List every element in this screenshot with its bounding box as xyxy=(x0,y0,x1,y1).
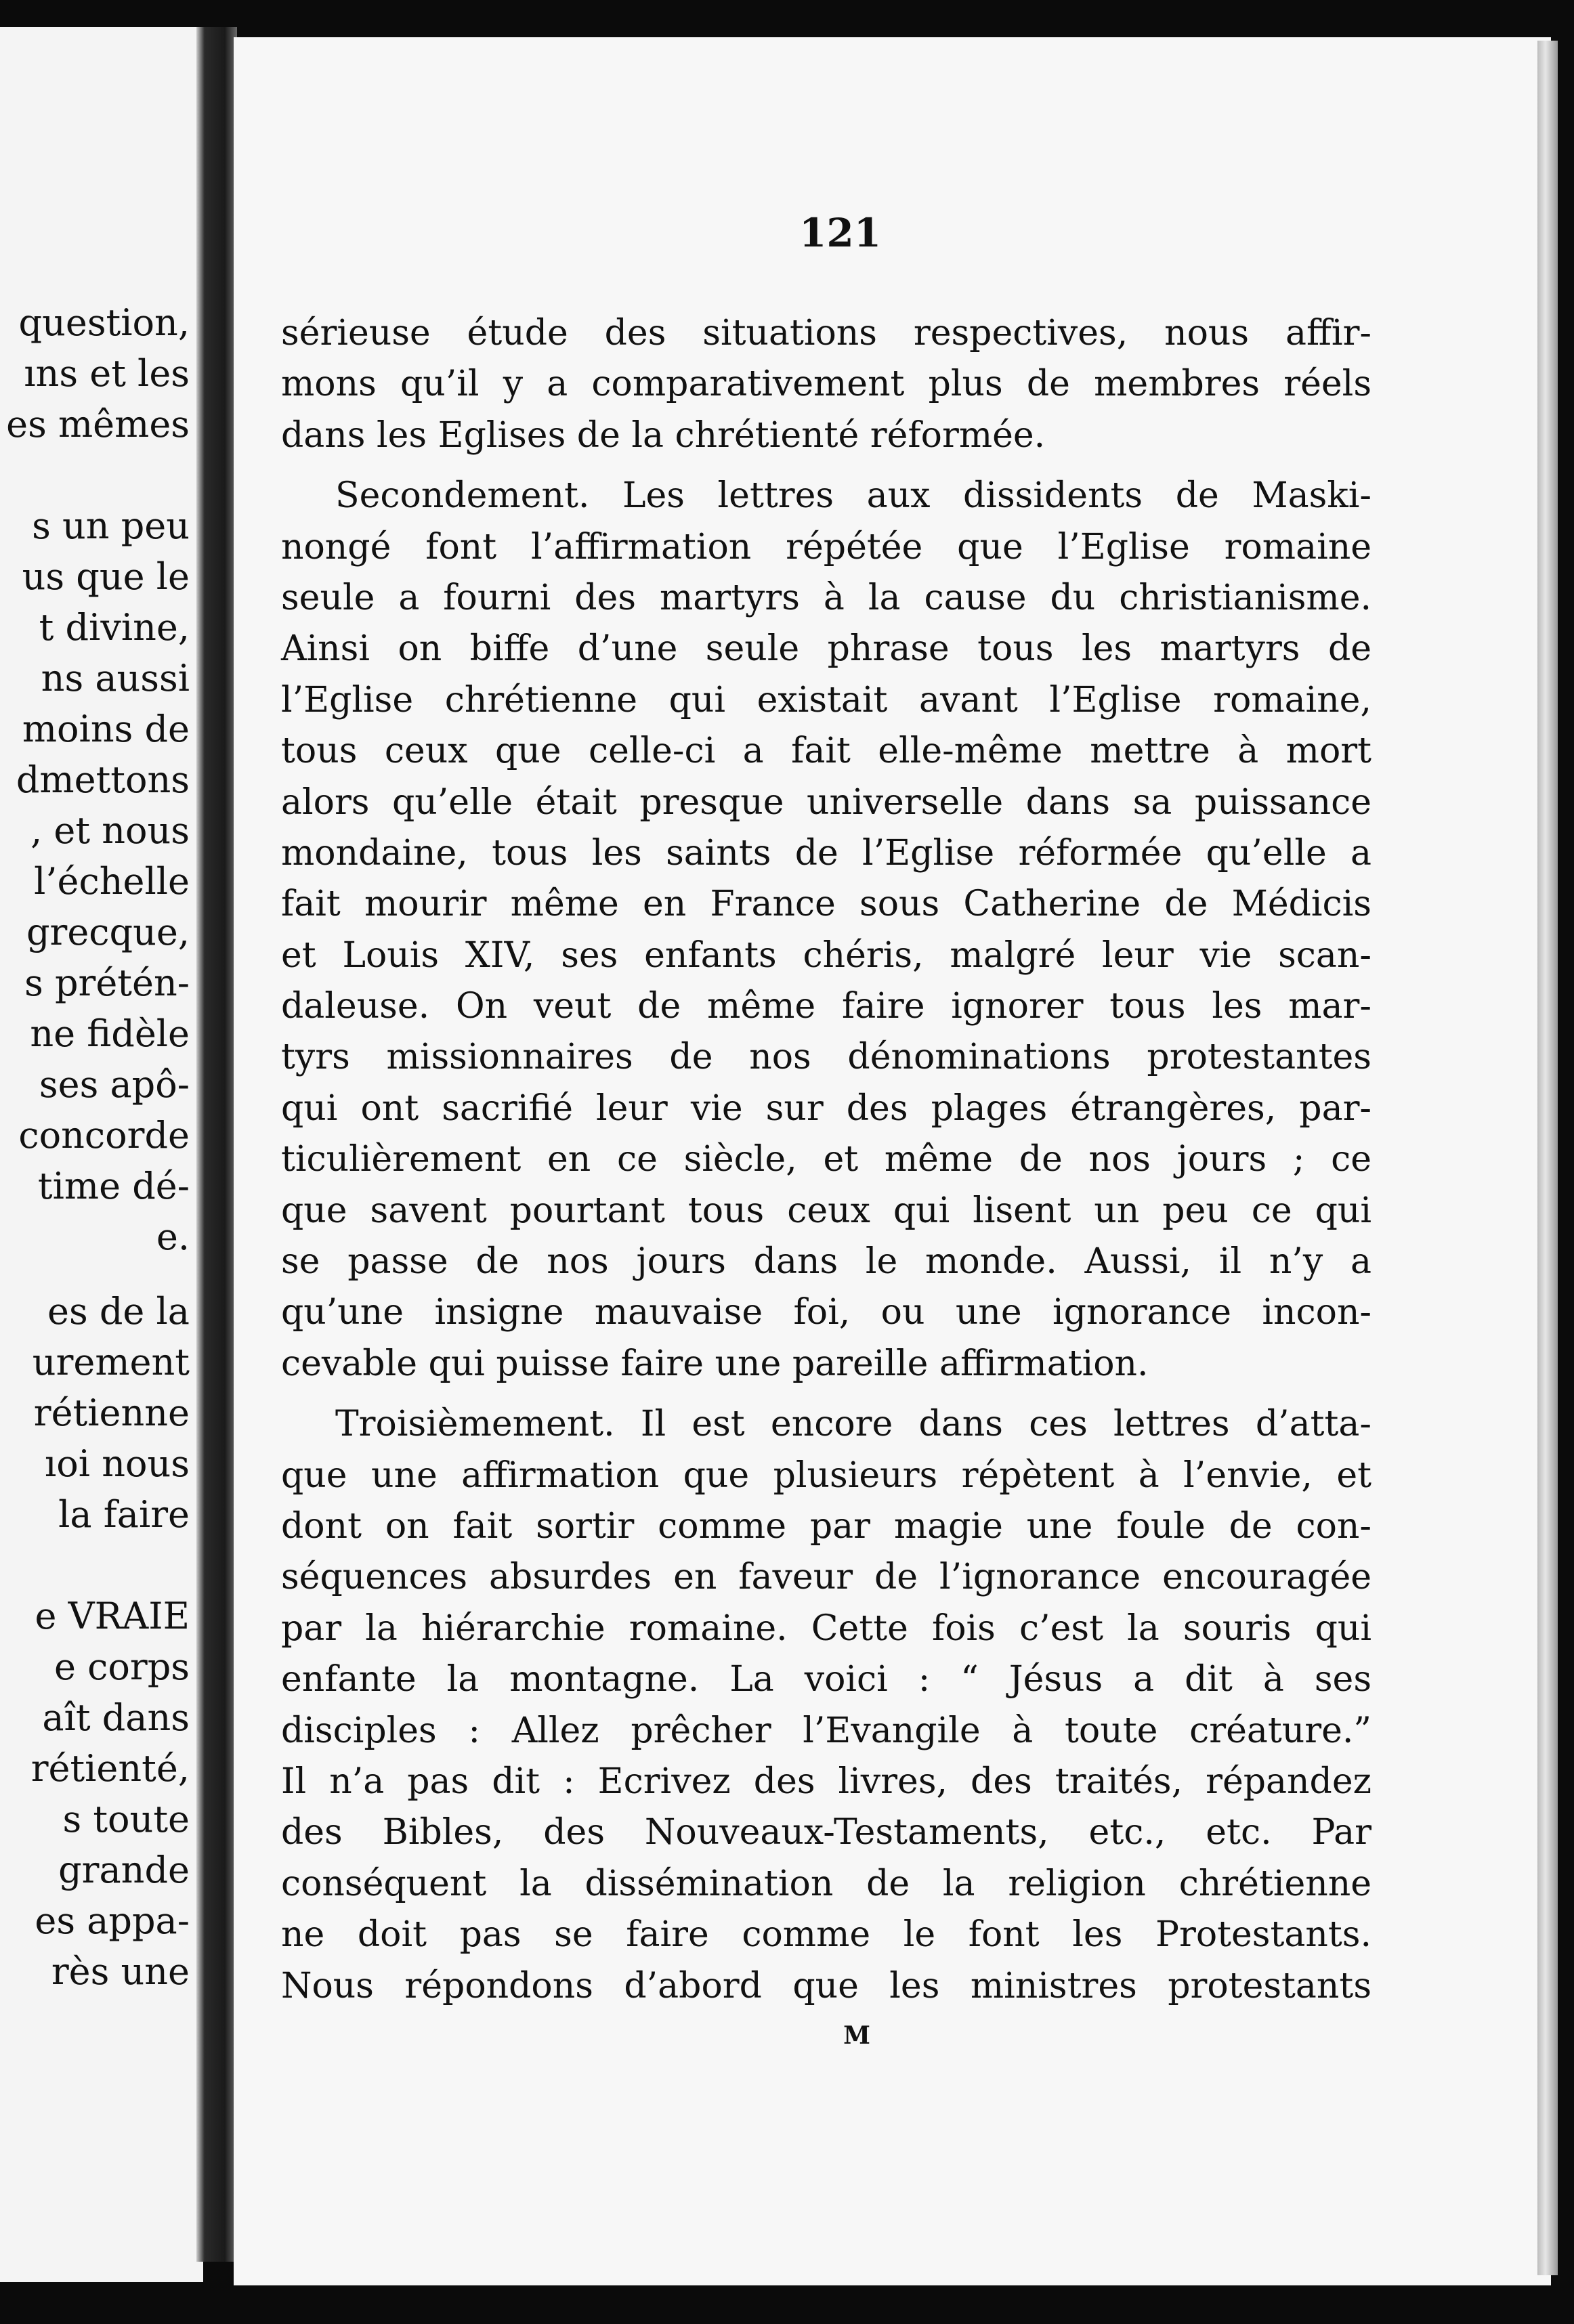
left-page-line: , et nous xyxy=(30,809,190,852)
paragraph xyxy=(281,308,1371,461)
text-line: mons qu’il y a comparativement plus de membres réels xyxy=(281,364,1371,405)
text-line: enfante la montagne. La voici : “ Jésus a dit à ses xyxy=(281,1659,1371,1700)
text-line: conséquent la dissémination de la religion chrétienne xyxy=(281,1863,1371,1904)
left-page-line: dmettons xyxy=(16,758,190,801)
text-line: nongé font l’affirmation répétée que l’Eglise romaine xyxy=(281,526,1371,567)
text-line: fait mourir même en France sous Catherine de Médicis xyxy=(281,884,1371,925)
text-line: sérieuse étude des situations respectives, nous affir- xyxy=(281,313,1371,353)
left-page-fragment xyxy=(0,27,203,2282)
signature-mark: M xyxy=(843,2021,870,2050)
book-gutter xyxy=(196,27,237,2262)
text-line: ne doit pas se faire comme le font les Protestants. xyxy=(281,1914,1371,1956)
left-page-line: es appa- xyxy=(35,1899,190,1942)
text-line: qui ont sacrifié leur vie sur des plages étrangères, par- xyxy=(281,1088,1371,1129)
text-line: par la hiérarchie romaine. Cette fois c’est la souris qui xyxy=(281,1608,1371,1649)
page-number: 121 xyxy=(799,210,882,256)
page-body-text xyxy=(281,308,1371,2012)
left-page-line: es de la xyxy=(47,1290,190,1333)
left-page-line: ıoi nous xyxy=(45,1442,190,1485)
text-line: seule a fourni des martyrs à la cause du christianisme. xyxy=(281,577,1371,618)
left-page-line: question, xyxy=(18,301,190,344)
text-line: Ainsi on biffe d’une seule phrase tous les martyrs de xyxy=(281,628,1371,670)
text-line: tous ceux que celle-ci a fait elle-même mettre à mort xyxy=(281,731,1371,772)
text-line: des Bibles, des Nouveaux-Testaments, etc., etc. Par xyxy=(281,1812,1371,1853)
text-line: Secondement. Les lettres aux dissidents de Maski- xyxy=(335,475,1371,517)
text-line: se passe de nos jours dans le monde. Aussi, il n’y a xyxy=(281,1241,1371,1283)
text-line: l’Eglise chrétienne qui existait avant l’Eglise romaine, xyxy=(281,679,1371,720)
left-page-line: l’échelle xyxy=(34,860,190,903)
left-page-line: ne fidèle xyxy=(30,1012,190,1055)
left-page-line: es mêmes xyxy=(6,403,190,446)
left-page-line: grecque, xyxy=(26,911,190,953)
left-page-line: ses apô- xyxy=(39,1063,190,1106)
text-line: cevable qui puisse faire une pareille affirmation. xyxy=(281,1343,1149,1384)
left-page-line: ıns et les xyxy=(24,352,190,395)
left-page-line: time dé- xyxy=(37,1165,190,1207)
left-page-line: urement xyxy=(32,1341,190,1383)
text-line: Il n’a pas dit : Ecrivez des livres, des traités, répandez xyxy=(281,1761,1371,1802)
text-line: Nous répondons d’abord que les ministres protestants xyxy=(281,1965,1371,2006)
paragraph xyxy=(281,471,1371,1390)
text-line: Troisièmement. Il est encore dans ces lettres d’atta- xyxy=(335,1404,1371,1445)
text-line: ticulièrement en ce siècle, et même de nos jours ; ce xyxy=(281,1139,1371,1180)
page-edge xyxy=(1537,41,1558,2275)
left-page-line: s toute xyxy=(62,1798,190,1841)
left-page-line: rétienne xyxy=(33,1392,190,1434)
text-line: tyrs missionnaires de nos dénominations protestantes xyxy=(281,1037,1371,1078)
left-page-line: la faire xyxy=(58,1493,190,1536)
left-page-line: concorde xyxy=(18,1114,190,1157)
text-line: séquences absurdes en faveur de l’ignorance encouragée xyxy=(281,1557,1371,1598)
text-line: alors qu’elle était presque universelle dans sa puissance xyxy=(281,781,1371,823)
paragraph xyxy=(281,1399,1371,2012)
left-page-line: rétienté, xyxy=(30,1747,190,1790)
text-line: mondaine, tous les saints de l’Eglise réformée qu’elle a xyxy=(281,832,1371,874)
left-page-line: t divine, xyxy=(39,606,190,649)
text-line: disciples : Allez prêcher l’Evangile à toute créature.” xyxy=(281,1710,1371,1751)
text-line: daleuse. On veut de même faire ignorer tous les mar- xyxy=(281,986,1371,1027)
left-page-line: e VRAIE xyxy=(35,1595,190,1637)
left-page-line: rès une xyxy=(51,1950,190,1993)
left-page-line: grande xyxy=(58,1849,190,1891)
left-page-line: s prétén- xyxy=(24,962,190,1004)
left-page-line: moins de xyxy=(22,708,190,750)
text-line: dont on fait sortir comme par magie une foule de con- xyxy=(281,1505,1371,1547)
text-line: et Louis XIV, ses enfants chéris, malgré leur vie scan- xyxy=(281,934,1371,976)
text-line: dans les Eglises de la chrétienté réformée. xyxy=(281,414,1046,456)
left-page-line: aît dans xyxy=(42,1696,190,1739)
left-page-line: e. xyxy=(156,1215,190,1258)
left-page-line: s un peu xyxy=(32,504,190,547)
left-page-line: ns aussi xyxy=(41,657,190,700)
text-line: qu’une insigne mauvaise foi, ou une ignorance incon- xyxy=(281,1292,1371,1333)
text-line: que une affirmation que plusieurs répètent à l’envie, et xyxy=(281,1455,1371,1496)
left-page-line: us que le xyxy=(22,555,190,598)
left-page-line: e corps xyxy=(54,1645,190,1688)
text-line: que savent pourtant tous ceux qui lisent un peu ce qui xyxy=(281,1190,1371,1231)
